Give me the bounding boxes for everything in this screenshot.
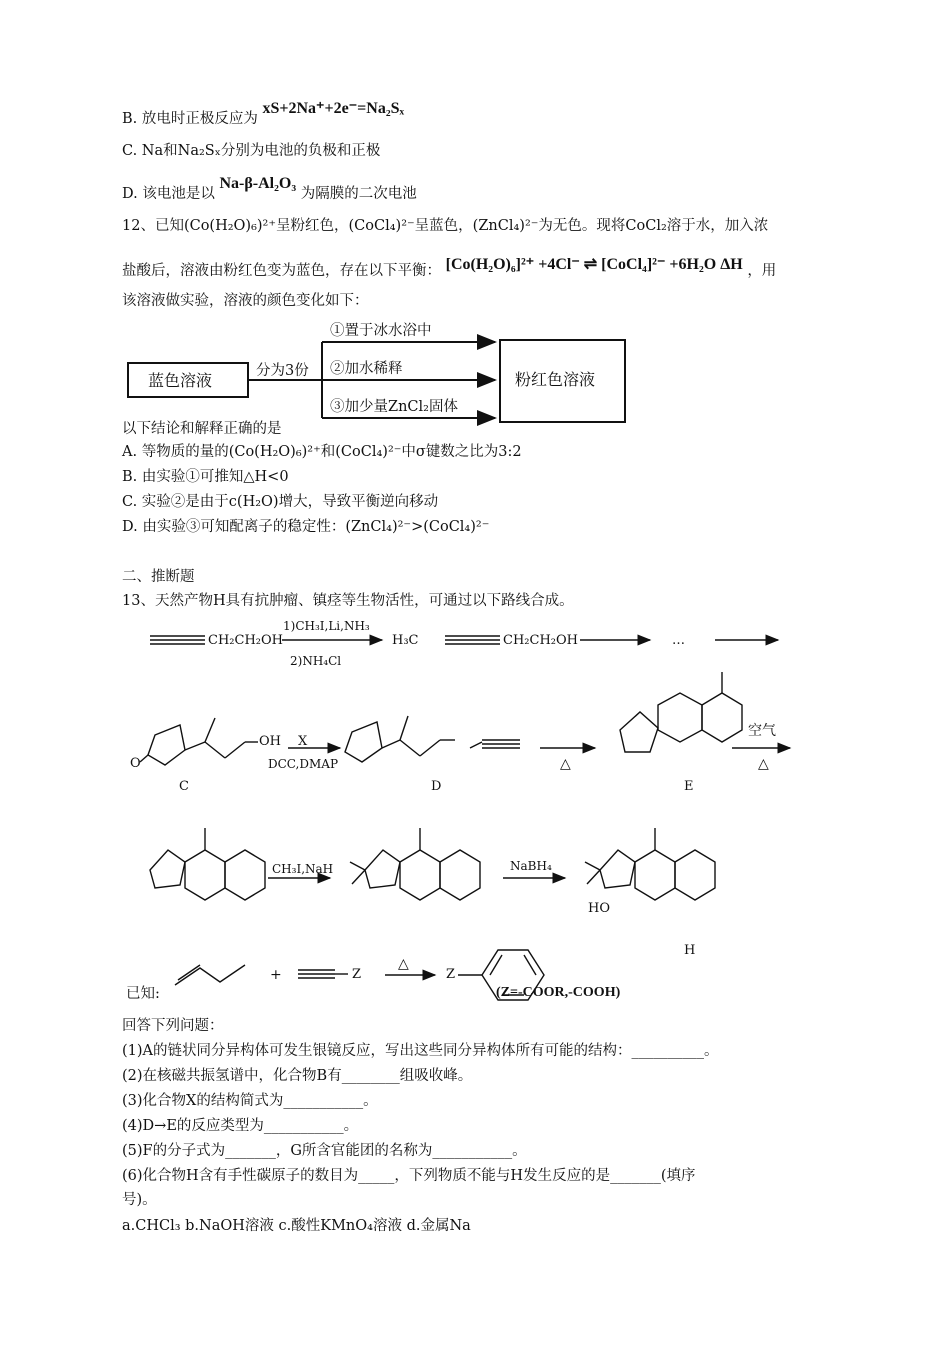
- answer-intro: 回答下列问题：: [122, 1018, 224, 1034]
- known-z-reactant: Z: [352, 967, 362, 982]
- q12-equilibrium-equation: [Co(H₂O)₆]²⁺ +4Cl⁻ ⇌ [CoCl₄]²⁻ +6H₂O ΔH: [445, 256, 743, 273]
- q11-option-c: C. Na和Na₂Sₓ分别为电池的负极和正极: [122, 143, 381, 159]
- q12-option-c: C. 实验②是由于c(H₂O)增大，导致平衡逆向移动: [122, 494, 439, 510]
- section-heading: 二、推断题: [122, 569, 195, 585]
- delta-1: △: [560, 756, 571, 772]
- compound-c-oxygen: O: [130, 756, 141, 771]
- q13-part6-line1: (6)化合物H含有手性碳原子的数目为_____，下列物质不能与H发生反应的是_______(填序: [122, 1168, 696, 1184]
- q11-option-d-formula: Na-β-Al₂O₃: [219, 175, 297, 192]
- row1-ellipsis: …: [672, 633, 685, 648]
- compound-c-oh: OH: [259, 734, 281, 749]
- known-z-product: Z: [446, 967, 456, 982]
- row1-condition2: 2)NH₄Cl: [290, 654, 342, 668]
- q12-question: 以下结论和解释正确的是: [122, 421, 282, 437]
- known-alkyne: [298, 970, 348, 978]
- known-delta: △: [398, 956, 409, 972]
- known-z-definition: (Z=-COOR,-COOH): [496, 985, 621, 1000]
- row1-h3c-label: H₃C: [392, 633, 419, 648]
- q13-part6-line2: 号)。: [122, 1192, 157, 1208]
- compound-g-structure: [350, 828, 480, 900]
- branch1-label: ①置于冰水浴中: [330, 323, 432, 339]
- plus-sign: +: [270, 967, 282, 983]
- q11-option-b-equation: xS+2Na⁺+2e⁻=Na₂Sₓ: [262, 100, 405, 117]
- blue-solution-label: 蓝色溶液: [148, 371, 213, 390]
- q13-choices: a.CHCl₃ b.NaOH溶液 c.酸性KMnO₄溶液 d.金属Na: [122, 1218, 471, 1234]
- row1-start-label: CH₂CH₂OH: [208, 633, 283, 648]
- q13-intro: 13、天然产物H具有抗肿瘤、镇痉等生物活性，可通过以下路线合成。: [122, 593, 574, 609]
- row1-alkyne-start: [150, 636, 205, 644]
- q12-option-d: D. 由实验③可知配离子的稳定性：(ZnCl₄)²⁻>(CoCl₄)²⁻: [122, 519, 490, 535]
- compound-c-structure: [140, 718, 258, 765]
- q11-option-d-prefix: D. 该电池是以: [122, 186, 215, 202]
- row1-condition1: 1)CH₃I,Li,NH₃: [283, 619, 370, 633]
- label-c: C: [179, 779, 189, 794]
- known-diene: [175, 965, 245, 985]
- label-e: E: [684, 779, 694, 794]
- row1-alkyne-product: [445, 636, 500, 644]
- q12-stem-line2-suffix: ，用: [747, 263, 777, 279]
- delta-2: △: [758, 756, 769, 772]
- reagent-dcc-dmap: DCC,DMAP: [268, 757, 339, 771]
- reagent-x: X: [298, 734, 308, 749]
- label-h: H: [684, 943, 696, 958]
- compound-f-structure: [150, 828, 265, 900]
- q12-stem-line1: 12、已知(Co(H₂O)₆)²⁺呈粉红色，(CoCl₄)²⁻呈蓝色，(ZnCl₄)²⁻为无色。现将CoCl₂溶于水，加入浓: [122, 218, 769, 234]
- known-prefix: 已知:: [126, 986, 160, 1002]
- q12-option-b: B. 由实验①可推知△H<0: [122, 469, 289, 485]
- reagent-nabh4: NaBH₄: [510, 859, 552, 873]
- reagent-ch3i-nah: CH₃I,NaH: [272, 862, 334, 876]
- compound-e-structure: [620, 672, 742, 752]
- q13-part4: (4)D→E的反应类型为___________。: [122, 1118, 359, 1134]
- q12-option-a: A. 等物质的量的(Co(H₂O)₆)²⁺和(CoCl₄)²⁻中σ键数之比为3:2: [122, 444, 522, 460]
- q12-stem-line2-text: 盐酸后，溶液由粉红色变为蓝色，存在以下平衡：: [122, 263, 441, 279]
- q13-part1: (1)A的链状同分异构体可发生银镜反应，写出这些同分异构体所有可能的结构：__________。: [122, 1043, 719, 1059]
- branch3-label: ③加少量ZnCl₂固体: [330, 399, 458, 415]
- compound-d-structure: [345, 716, 520, 762]
- compound-h-ho: HO: [588, 901, 610, 916]
- branch2-label: ②加水稀释: [330, 361, 403, 377]
- q13-part2: (2)在核磁共振氢谱中，化合物B有________组吸收峰。: [122, 1068, 473, 1084]
- q11-option-b-text: B. 放电时正极反应为: [122, 111, 258, 127]
- split-label: 分为3份: [256, 363, 309, 379]
- row1-product-tail: CH₂CH₂OH: [503, 633, 578, 648]
- q13-part5: (5)F的分子式为_______，G所含官能团的名称为___________。: [122, 1143, 527, 1159]
- q13-part3: (3)化合物X的结构简式为___________。: [122, 1093, 378, 1109]
- label-d: D: [431, 779, 442, 794]
- q12-stem-line3: 该溶液做实验，溶液的颜色变化如下：: [122, 293, 369, 309]
- compound-h-structure: [585, 828, 715, 900]
- pink-solution-label: 粉红色溶液: [515, 370, 596, 389]
- reagent-air: 空气: [748, 723, 776, 739]
- q11-option-d-suffix: 为隔膜的二次电池: [300, 186, 417, 202]
